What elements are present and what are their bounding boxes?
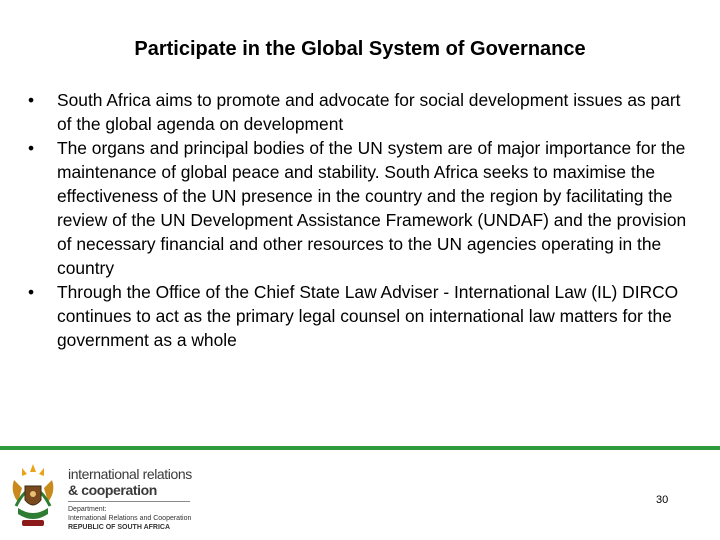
bullet-item bbox=[28, 280, 688, 352]
footer bbox=[0, 450, 720, 540]
country-name: REPUBLIC OF SOUTH AFRICA bbox=[68, 524, 171, 531]
bullet-text: The organs and principal bodies of the UN system are of major importance for the maintenance of global peace and stability. South Africa seeks to maximise the effectiveness of the UN presence in the country and the region by facilitating the review of the UN Development Assistance Framework (UNDAF) and the provision of necessary financial and other resources to the UN agencies operating in the country bbox=[57, 138, 687, 278]
bullet-text: South Africa aims to promote and advocate for social development issues as part of the global agenda on development bbox=[57, 90, 681, 134]
page-number: 30 bbox=[656, 494, 669, 506]
bullet-text: Through the Office of the Chief State Law Adviser - International Law (IL) DIRCO continues to act as the primary legal counsel on international law matters for the government as a whole bbox=[57, 282, 679, 350]
coat-of-arms-icon bbox=[8, 462, 58, 530]
bullet-marker: • bbox=[28, 138, 35, 158]
brand-line-2: & cooperation bbox=[68, 482, 157, 498]
bullet-list bbox=[28, 88, 688, 352]
slide-title: Participate in the Global System of Governance bbox=[134, 38, 586, 60]
bullet-marker: • bbox=[28, 90, 35, 110]
bullet-item bbox=[28, 88, 688, 136]
bullet-item bbox=[28, 136, 688, 280]
department-name: International Relations and Cooperation bbox=[68, 515, 192, 522]
brand-line-1: international relations bbox=[68, 466, 192, 482]
brand-underline bbox=[68, 501, 190, 502]
department-label: Department: bbox=[68, 506, 107, 513]
department-brand bbox=[68, 466, 192, 532]
bullet-marker: • bbox=[28, 282, 35, 302]
